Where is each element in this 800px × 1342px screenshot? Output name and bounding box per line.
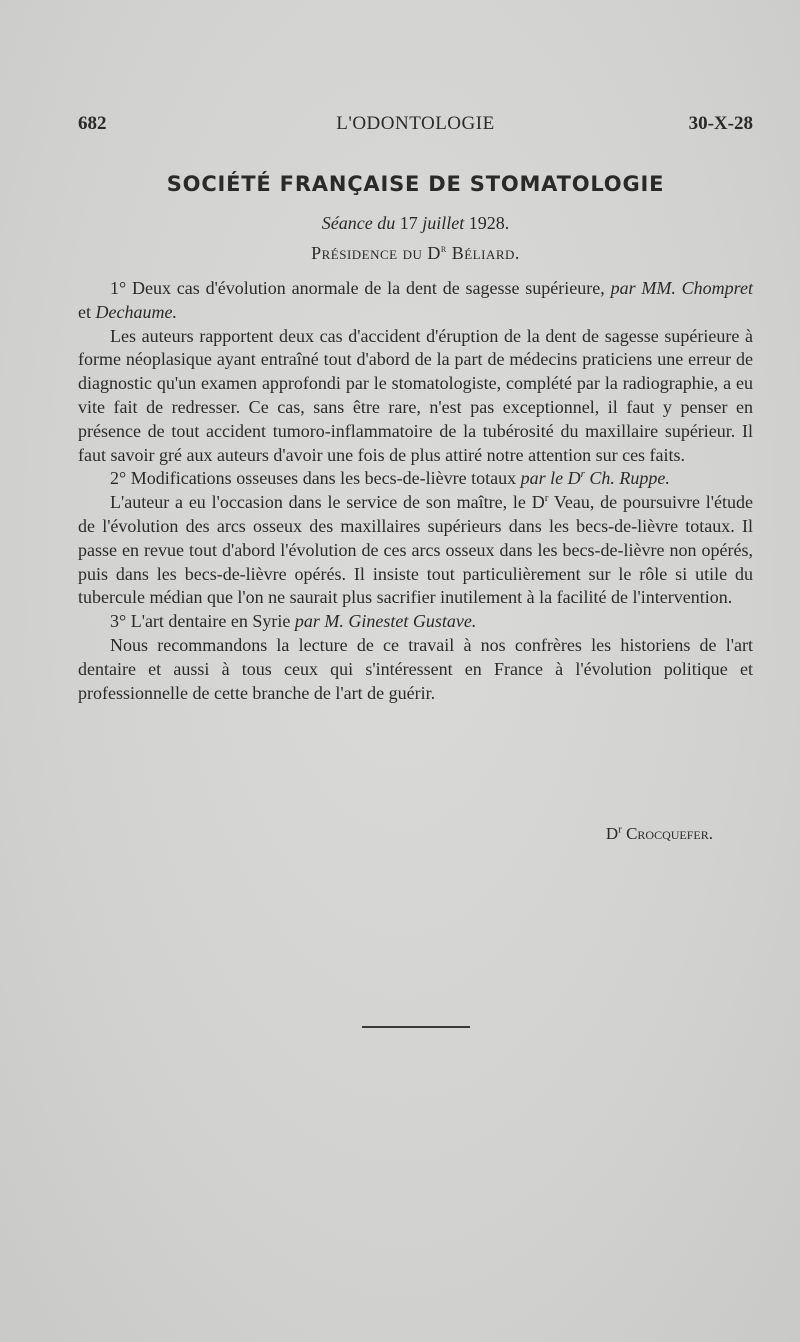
item-1-number: 1°: [110, 278, 127, 298]
item-2-number: 2°: [110, 468, 127, 489]
session-date: [78, 213, 753, 234]
item-2-by-sup: r: [580, 468, 585, 481]
item-2-summary-a: L'auteur a eu l'occasion dans le service de son maître, le D: [110, 492, 545, 513]
session-year: 1928.: [468, 213, 510, 233]
item-2-summary: [78, 491, 753, 610]
item-3-title: L'art dentaire en Syrie: [126, 611, 295, 632]
signature-name: Crocquefer.: [626, 824, 713, 843]
presidence-line: [78, 243, 753, 264]
running-head: [78, 113, 753, 139]
item-3-number: 3°: [110, 611, 127, 632]
item-2-title: Modifications osseuses dans les becs-de-lièvre totaux: [126, 468, 521, 489]
presidence-sup: r: [440, 243, 447, 255]
signature-sup: r: [618, 823, 622, 836]
item-1-author2: Dechaume.: [95, 301, 177, 322]
item-1-title: Deux cas d'évolution anormale de la dent de sagesse supérieure,: [126, 278, 611, 298]
article-body: [78, 277, 753, 705]
item-1-summary: Les auteurs rapportent deux cas d'accident d'éruption de la dent de sagesse supérieure à forme néoplasique ayant entraîné tout d'abord de la part de médecins praticiens une erreur de diagnostic qu'un examen approfondi par le stomatologiste, complété par la radiographie, a eu vite fait de redresser. Ce cas, sans être rare, n'est pas exceptionnel, il faut y penser en présence de tout accident tumoro-inflammatoire de la tubérosité du maxillaire supérieur. Il faut savoir gré aux auteurs d'avoir une fois de plus attiré notre attention sur ces faits.: [78, 325, 753, 465]
item-1-by: par MM.: [610, 278, 676, 298]
item-2-author: Ch. Ruppe.: [584, 468, 670, 489]
presidence-name: Béliard.: [451, 243, 520, 263]
item-1-joiner: et: [78, 301, 96, 322]
page-number: 682: [78, 113, 107, 134]
item-3-heading: [78, 610, 753, 634]
item-2-summary-b: Veau, de poursuivre l'étude de l'évolution des arcs osseux des maxillaires supérieurs dans les becs-de-lièvre totaux. Il passe en revue tout d'abord l'évolution de ces arcs osseux dans les becs-de-lièvre non opérés, puis dans les becs-de-lièvre opérés. Il insiste tout particulièrement sur le rôle si utile du tubercule médian que l'on ne saurait plus sacrifier inutilement à la facilité de l'intervention.: [78, 492, 753, 608]
issue-date: 30-X-28: [688, 113, 753, 134]
end-rule: [362, 1026, 470, 1028]
item-2-by: par le D: [520, 468, 581, 489]
session-prefix: Séance du: [321, 213, 396, 233]
society-title: SOCIÉTÉ FRANÇAISE DE STOMATOLOGIE: [166, 172, 665, 196]
item-2-summary-sup: r: [544, 492, 549, 505]
signature: [78, 824, 713, 844]
signature-prefix: D: [605, 824, 619, 843]
session-day: 17: [399, 213, 418, 233]
item-3-summary: Nous recommandons la lecture de ce travail à nos confrères les historiens de l'art dentaire et aussi à tous ceux qui s'intéressent en France à l'évolution politique et professionnelle de cette branche de l'art de guérir.: [78, 634, 753, 703]
item-2-heading: [78, 467, 753, 491]
item-1-heading: [78, 277, 753, 325]
session-month: juillet: [422, 213, 465, 233]
presidence-prefix: Présidence du D: [311, 243, 441, 263]
item-1-author1: Chompret: [681, 278, 754, 298]
journal-title: L'ODONTOLOGIE: [336, 113, 495, 134]
item-3-author: Ginestet Gustave.: [343, 611, 477, 632]
item-3-by: par M.: [294, 611, 344, 632]
